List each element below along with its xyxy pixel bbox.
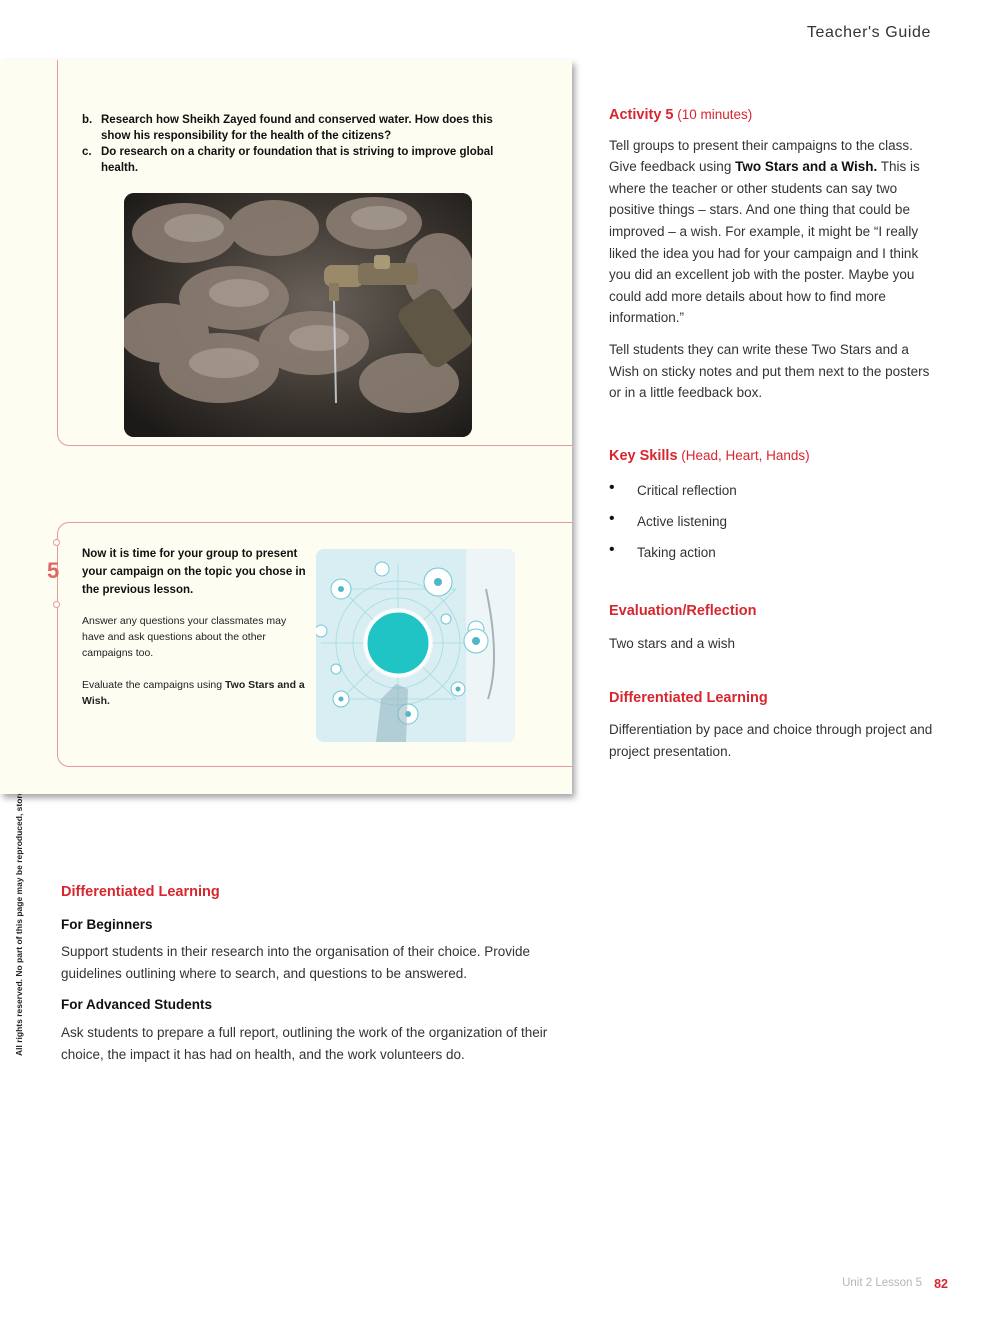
activity-paragraph: Tell students they can write these Two Stars and a Wish on sticky notes and put them next to the posters or in a little feedback box. bbox=[609, 341, 930, 401]
activity-bold-text: Two Stars and a Wish. bbox=[735, 159, 878, 175]
advanced-heading: For Advanced Students bbox=[61, 997, 213, 1013]
step-paragraph bbox=[82, 677, 307, 709]
diff-learning-title: Differentiated Learning bbox=[61, 884, 220, 900]
question-letter: c. bbox=[82, 146, 92, 158]
list-item: • Critical reflection bbox=[609, 475, 939, 506]
activity-paragraph bbox=[609, 135, 939, 329]
activity-duration: (10 minutes) bbox=[677, 107, 753, 122]
question-list bbox=[82, 112, 522, 176]
key-skills-subtitle: (Head, Heart, Hands) bbox=[681, 447, 810, 463]
step-text: Evaluate the campaigns using bbox=[82, 679, 226, 691]
page-header-title: Teacher's Guide bbox=[806, 24, 931, 41]
activity-text: This is where the teacher or other students can say two positive things – stars. And one thing that could be improved – a wish. For example, it might be “I really liked the idea you had for your campaign and I think you did an excellent job with the poster. Maybe you could add more details about how to find more information.” bbox=[609, 159, 920, 326]
question-letter: b. bbox=[82, 114, 93, 126]
advanced-text: Ask students to prepare a full report, outlining the work of the organization of their choice, the impact it has had on health, and the work volunteers do. bbox=[61, 1024, 548, 1062]
list-item: • Taking action bbox=[609, 537, 939, 568]
step-body bbox=[82, 613, 307, 725]
key-skills-title: Key Skills bbox=[609, 447, 678, 464]
step-number: 5 bbox=[47, 558, 60, 583]
right-column bbox=[609, 104, 939, 762]
diff-learning-text: Differentiation by pace and choice through project and project presentation. bbox=[609, 722, 933, 759]
health-network-illustration bbox=[316, 549, 515, 742]
evaluation-title: Evaluation/Reflection bbox=[609, 603, 757, 620]
question-text: Research how Sheikh Zayed found and conserved water. How does this show his responsibility for the health of the citizens? bbox=[101, 114, 493, 142]
footer-unit-label: Unit 2 Lesson 5 bbox=[842, 1277, 922, 1289]
key-skills-heading bbox=[609, 445, 939, 468]
beginners-heading: For Beginners bbox=[61, 916, 153, 932]
question-item bbox=[82, 144, 522, 176]
activity-title: Activity 5 bbox=[609, 107, 674, 123]
page-number: 82 bbox=[934, 1277, 948, 1291]
question-item bbox=[82, 112, 522, 144]
beginners-text: Support students in their research into the organisation of their choice. Provide guidelines outlining where to search, and questions to be answered. bbox=[61, 944, 531, 981]
list-item: • Active listening bbox=[609, 506, 939, 537]
step-heading: Now it is time for your group to present your campaign on the topic you chose in the previous lesson. bbox=[82, 548, 306, 596]
evaluation-text: Two stars and a wish bbox=[609, 635, 736, 651]
student-book-panel bbox=[0, 60, 572, 794]
step-bold-text: Two Stars and a Wish. bbox=[82, 679, 305, 707]
activity-text: Tell groups to present their campaigns to the class. Give feedback using bbox=[609, 137, 913, 175]
bracket-dot bbox=[53, 601, 60, 608]
water-tap-hands-photo bbox=[124, 193, 472, 437]
step-paragraph: Answer any questions your classmates may have and ask questions about the other campaigns too. bbox=[82, 615, 287, 659]
bracket-dot bbox=[53, 539, 60, 546]
activity-heading bbox=[609, 104, 939, 127]
key-skills-list bbox=[609, 475, 939, 568]
bottom-section bbox=[61, 882, 561, 1065]
diff-learning-title: Differentiated Learning bbox=[609, 689, 768, 706]
question-text: Do research on a charity or foundation that is striving to improve global health. bbox=[101, 146, 494, 174]
